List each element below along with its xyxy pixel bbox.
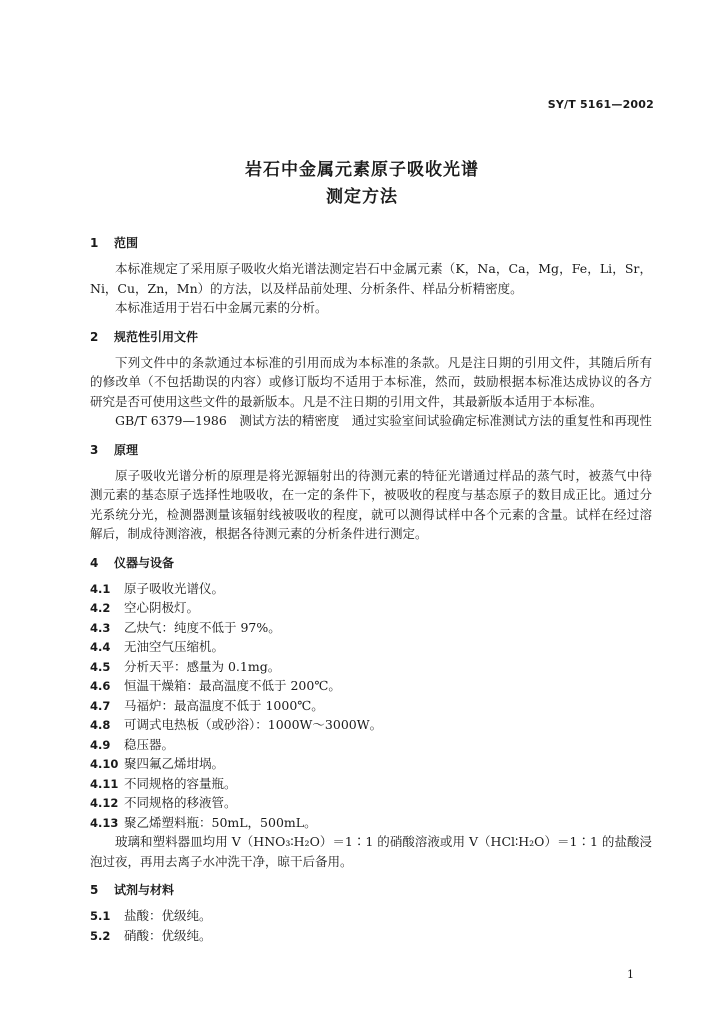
item-number: 4.5 [90,659,111,674]
section-heading-reagents [90,881,652,899]
item-number: 4.9 [90,737,111,752]
page-number: 1 [627,968,634,981]
document-body [90,234,652,945]
item-number: 4.12 [90,796,119,810]
item-number: 5.1 [90,909,111,923]
section-heading-principle [90,441,652,459]
item-text: 无油空气压缩机。 [124,639,225,654]
item-text: 可调式电热板（或砂浴）：1000W～3000W。 [124,717,383,732]
item-text: 分析天平：感量为 0.1mg。 [124,658,281,674]
item-text: 恒温干燥箱：最高温度不低于 200℃。 [124,678,341,693]
section-number: 1 [90,236,99,250]
paragraph: 下列文件中的条款通过本标准的引用而成为本标准的条款。凡是注日期的引用文件，其随后所有的修改单（不包括勘误的内容）或修订版均不适用于本标准，然而，鼓励根据本标准达成协议的各方研究是否可使用这些文件的最新版本。凡是不注日期的引用文件，其最新版本适用于本标准。 [90,354,652,409]
paragraph: 本标准适用于岩石中金属元素的分析。 [115,300,328,315]
item-text: 不同规格的移液管。 [124,795,237,810]
section-title: 仪器与设备 [114,555,175,570]
item-number: 4.13 [90,815,119,830]
section-number: 3 [90,442,99,457]
list-item [90,637,652,657]
item-text: 盐酸：优级纯。 [124,908,212,923]
section-number: 2 [90,329,99,344]
section-title: 原理 [114,442,139,457]
document-title-line1: 岩石中金属元素原子吸收光谱 [245,160,479,180]
item-text: 硝酸：优级纯。 [124,927,212,943]
item-number: 4.6 [90,679,111,693]
list-item [90,735,652,755]
item-number: 4.4 [90,640,111,654]
list-item [90,657,652,677]
section-number: 4 [90,555,99,570]
paragraph: 原子吸收光谱分析的原理是将光源辐射出的待测元素的特征光谱通过样品的蒸气时，被蒸气中待测元素的基态原子选择性地吸收，在一定的条件下，被吸收的程度与基态原子的数目成正比。通过分光系统分光，检测器测量该辐射线被吸收的程度，就可以测得试样中各个元素的含量。试样在经过溶解后，制成待测溶液，根据各待测元素的分析条件进行测定。 [90,467,652,541]
item-number: 4.8 [90,718,111,732]
item-text: 稳压器。 [124,736,175,752]
section-title: 范围 [114,236,139,250]
item-number: 4.7 [90,698,111,713]
item-number: 4.10 [90,757,119,771]
item-text: 聚乙烯塑料瓶：50mL，500mL。 [124,814,317,830]
item-text: 乙炔气：纯度不低于 97%。 [124,619,281,635]
list-item [90,598,652,618]
section-title: 试剂与材料 [114,883,175,897]
list-item [90,579,652,599]
section-heading-scope [90,234,652,252]
list-item [90,813,652,833]
item-number: 4.1 [90,581,111,596]
paragraph: 本标准规定了采用原子吸收火焰光谱法测定岩石中金属元素（K，Na，Ca，Mg，Fe，Li，Sr，Ni，Cu，Zn，Mn）的方法，以及样品前处理、分析条件、样品分析精密度。 [90,261,652,296]
section-title: 规范性引用文件 [114,329,199,344]
item-text: 空心阴极灯。 [124,600,200,615]
item-text: 原子吸收光谱仪。 [124,580,225,596]
section-heading-apparatus [90,554,652,572]
item-text: 聚四氟乙烯坩埚。 [124,756,225,771]
list-item [90,926,652,946]
item-number: 4.11 [90,776,119,791]
list-item [90,618,652,638]
list-item [90,906,652,926]
section-heading-normative-references [90,328,652,346]
item-number: 5.2 [90,928,111,943]
list-item [90,754,652,774]
paragraph: 玻璃和塑料器皿均用 V（HNO₃∶H₂O）＝1∶1 的硝酸溶液或用 V（HCl∶H₂O）＝1∶1 的盐酸浸泡过夜，再用去离子水冲洗干净，晾干后备用。 [90,834,652,869]
list-item [90,676,652,696]
list-item [90,715,652,735]
section-number: 5 [90,883,99,897]
document-title-line2: 测定方法 [326,187,398,207]
list-item [90,774,652,794]
item-text: 不同规格的容量瓶。 [124,775,237,791]
item-text: 马福炉：最高温度不低于 1000℃。 [124,697,324,713]
list-item [90,793,652,813]
standard-number: SY/T 5161—2002 [547,98,654,111]
paragraph-reference: GB/T 6379—1986 测试方法的精密度 通过实验室间试验确定标准测试方法的重复性和再现性 [115,413,652,428]
item-number: 4.3 [90,620,111,635]
list-item [90,696,652,716]
item-number: 4.2 [90,601,111,615]
